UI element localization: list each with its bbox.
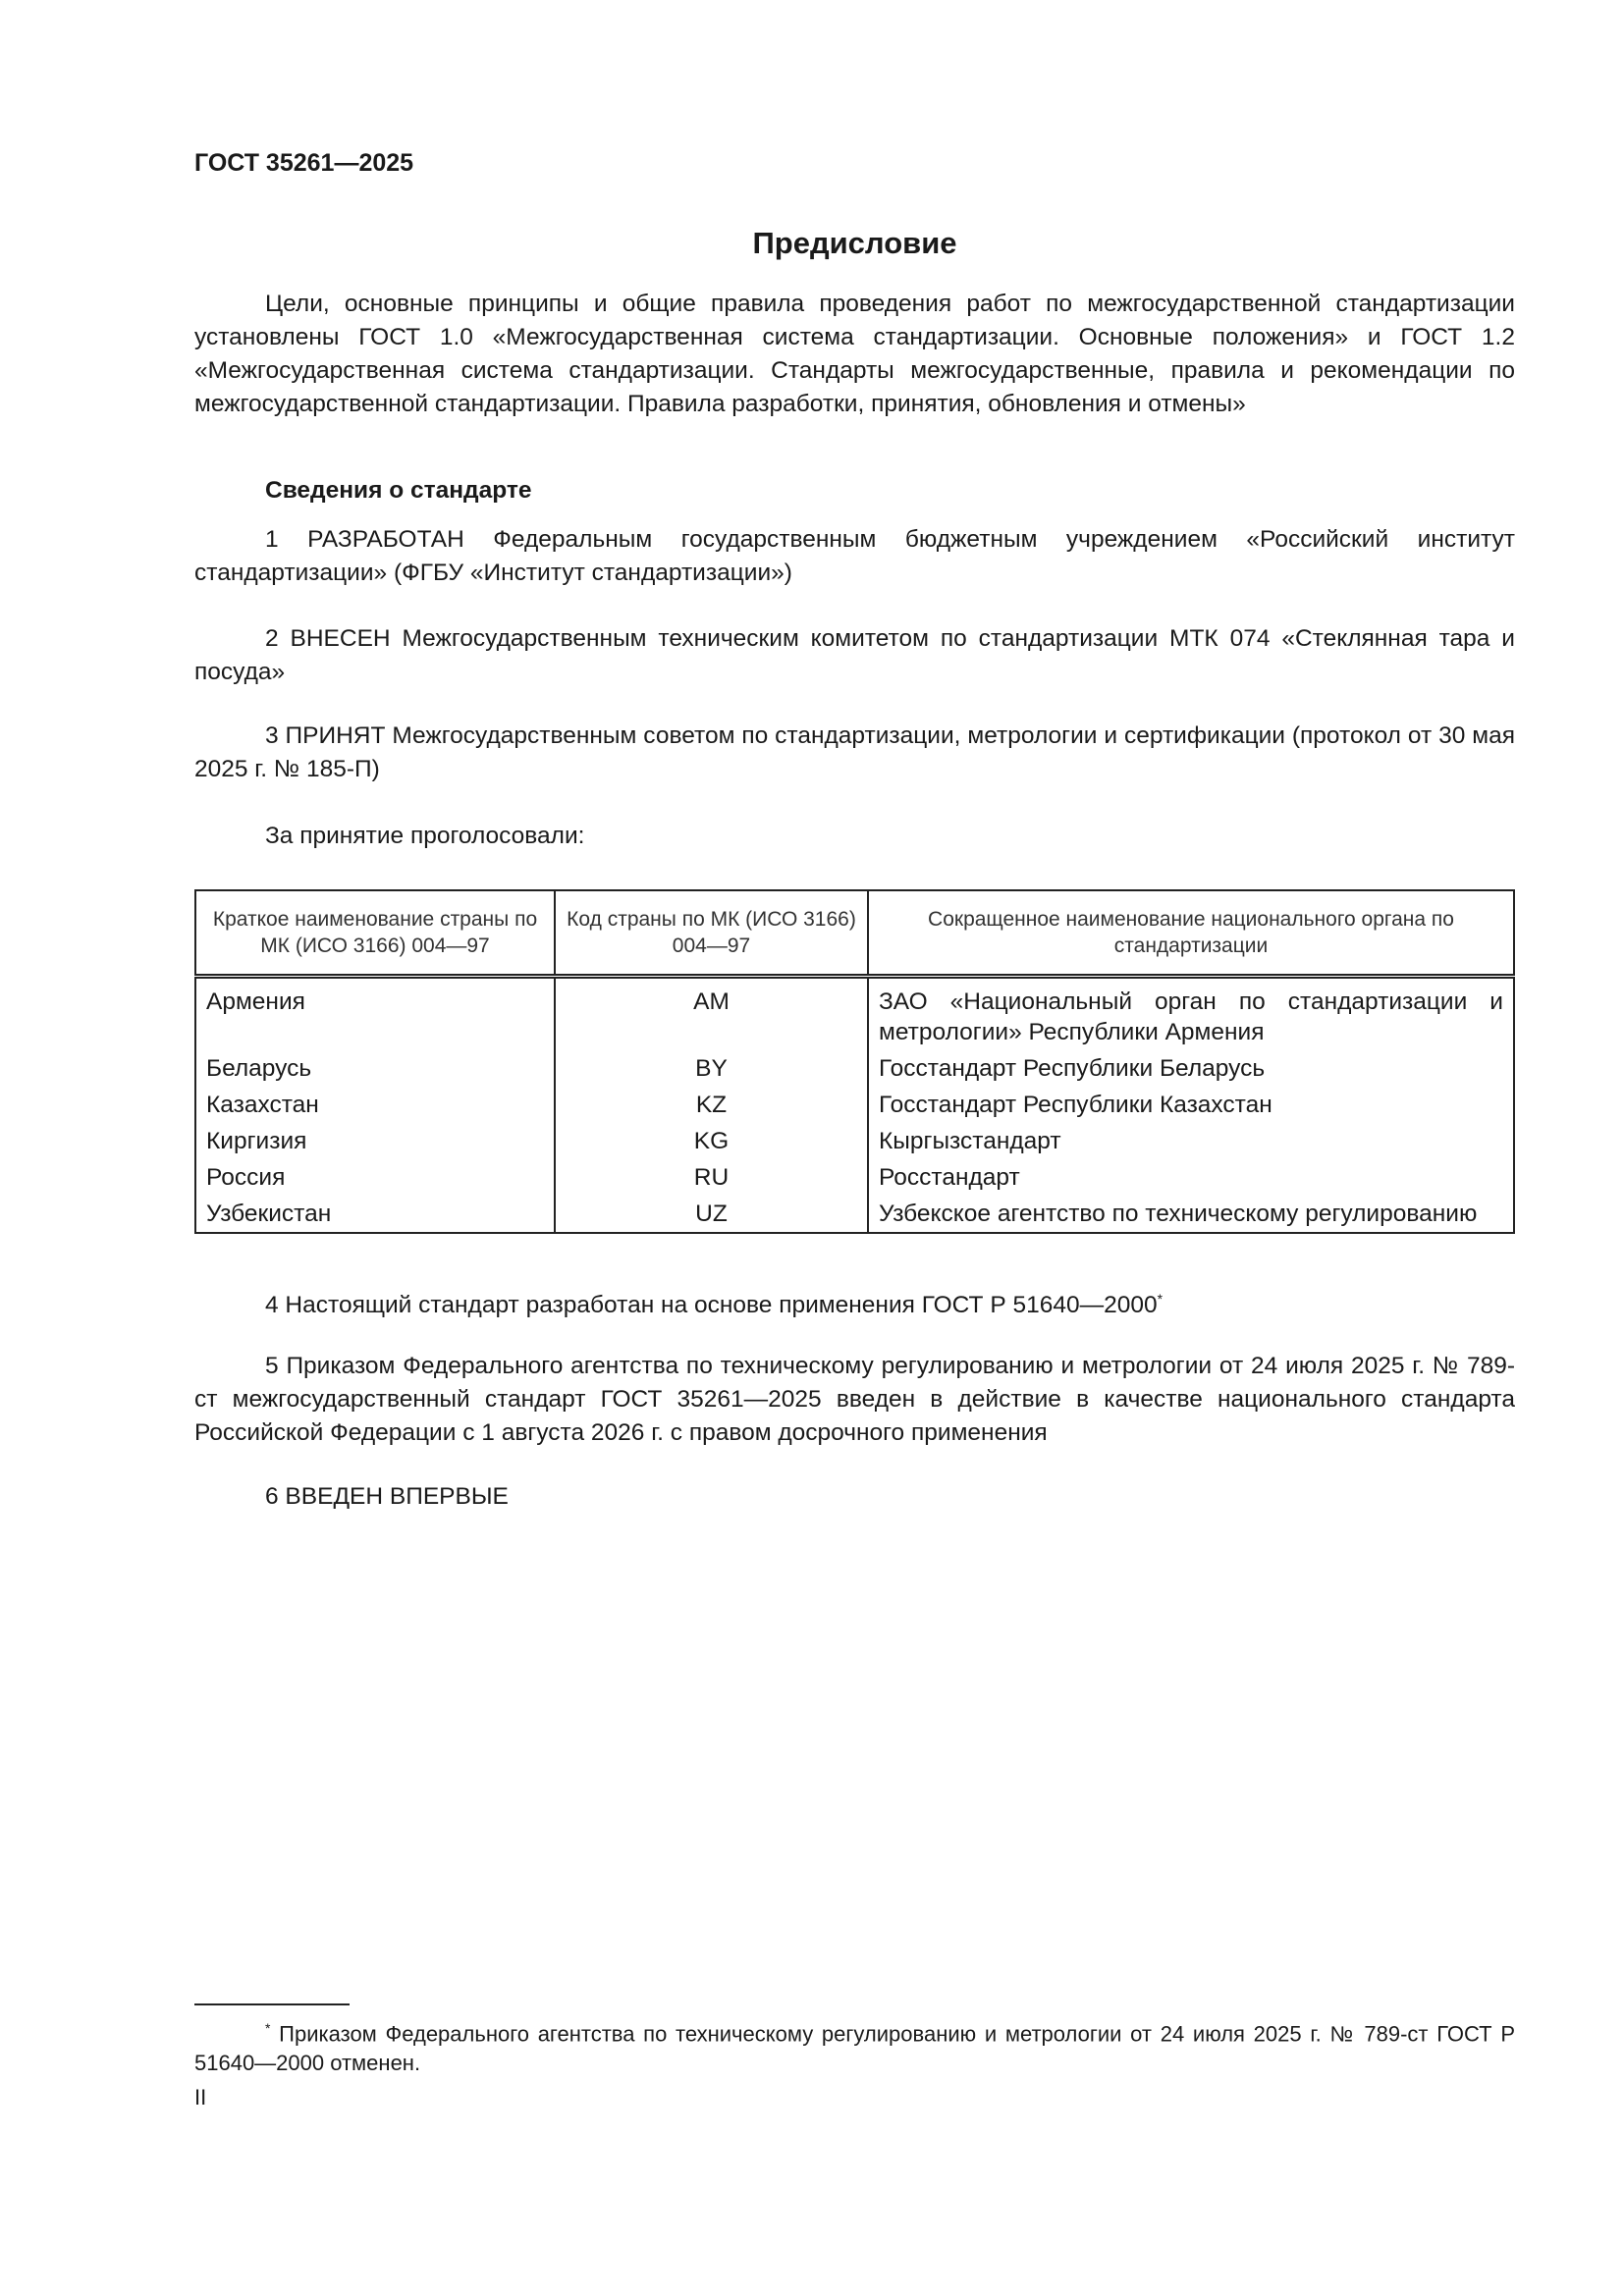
table-row — [195, 977, 1514, 1051]
item-2: 2 ВНЕСЕН Межгосударственным техническим комитетом по стандартизации МТК 074 «Стеклянная тара и посуда» — [194, 625, 1515, 685]
table-header-row — [195, 890, 1514, 977]
item-4 — [194, 1282, 1515, 1322]
footnote-mark: * — [265, 2020, 271, 2036]
table-row — [195, 1196, 1514, 1233]
column-header-body: Сокращенное наименование национального органа по стандартизации — [868, 890, 1514, 977]
footnote — [194, 2013, 1515, 2078]
country-cell: Казахстан — [195, 1087, 555, 1123]
code-cell: KG — [555, 1123, 868, 1159]
body-cell: ЗАО «Национальный орган по стандартизации и метрологии» Республики Армения — [868, 977, 1514, 1051]
table-row — [195, 1050, 1514, 1087]
column-header-country: Краткое наименование страны по МК (ИСО 3166) 004—97 — [195, 890, 555, 977]
body-cell: Госстандарт Республики Казахстан — [868, 1087, 1514, 1123]
code-cell: RU — [555, 1159, 868, 1196]
item-3: 3 ПРИНЯТ Межгосударственным советом по стандартизации, метрологии и сертификации (протокол от 30 мая 2025 г. № 185-П) — [194, 722, 1515, 782]
country-cell: Россия — [195, 1159, 555, 1196]
body-cell: Росстандарт — [868, 1159, 1514, 1196]
table-row — [195, 1123, 1514, 1159]
country-cell: Киргизия — [195, 1123, 555, 1159]
code-cell: BY — [555, 1050, 868, 1087]
page-title: Предисловие — [752, 226, 957, 260]
footnote-text: Приказом Федерального агентства по техническому регулированию и метрологии от 24 июля 2025 г. № 789-ст ГОСТ Р 51640—2000 отменен. — [194, 2021, 1515, 2076]
item-5: 5 Приказом Федерального агентства по техническому регулированию и метрологии от 24 июля 2025 г. № 789-ст межгосударственный стандарт ГОСТ 35261—2025 введен в действие в качестве национального стандарта Российской Федерации с 1 августа 2026 г. с правом досрочного применения — [194, 1353, 1515, 1446]
item-6: 6 ВВЕДЕН ВПЕРВЫЕ — [265, 1483, 509, 1510]
column-header-code: Код страны по МК (ИСО 3166) 004—97 — [555, 890, 868, 977]
item-4-text: 4 Настоящий стандарт разработан на основе применения ГОСТ Р 51640—2000 — [265, 1292, 1158, 1319]
body-cell: Госстандарт Республики Беларусь — [868, 1050, 1514, 1087]
intro-paragraph: Цели, основные принципы и общие правила проведения работ по межгосударственной стандартизации установлены ГОСТ 1.0 «Межгосударственная система стандартизации. Основные положения» и ГОСТ 1.2 «Межгосударственная система стандартизации. Стандарты межгосударственные, правила и рекомендации по межгосударственной стандартизации. Правила разработки, принятия, обновления и отмены» — [194, 291, 1515, 417]
country-cell: Узбекистан — [195, 1196, 555, 1233]
country-cell: Армения — [195, 977, 555, 1051]
voting-table — [194, 889, 1515, 1234]
country-cell: Беларусь — [195, 1050, 555, 1087]
code-cell: UZ — [555, 1196, 868, 1233]
code-cell: AM — [555, 977, 868, 1051]
code-cell: KZ — [555, 1087, 868, 1123]
info-heading: Сведения о стандарте — [265, 477, 532, 504]
voted-label: За принятие проголосовали: — [265, 823, 585, 849]
footnote-reference: * — [1157, 1291, 1164, 1307]
footnote-divider — [194, 2003, 350, 2005]
body-cell: Кыргызстандарт — [868, 1123, 1514, 1159]
document-header: ГОСТ 35261—2025 — [194, 149, 414, 177]
body-cell: Узбекское агентство по техническому регулированию — [868, 1196, 1514, 1233]
table-row — [195, 1159, 1514, 1196]
table-row — [195, 1087, 1514, 1123]
page-number: II — [194, 2085, 207, 2109]
item-1: 1 РАЗРАБОТАН Федеральным государственным бюджетным учреждением «Российский институт стандартизации» (ФГБУ «Институт стандартизации») — [194, 526, 1515, 586]
